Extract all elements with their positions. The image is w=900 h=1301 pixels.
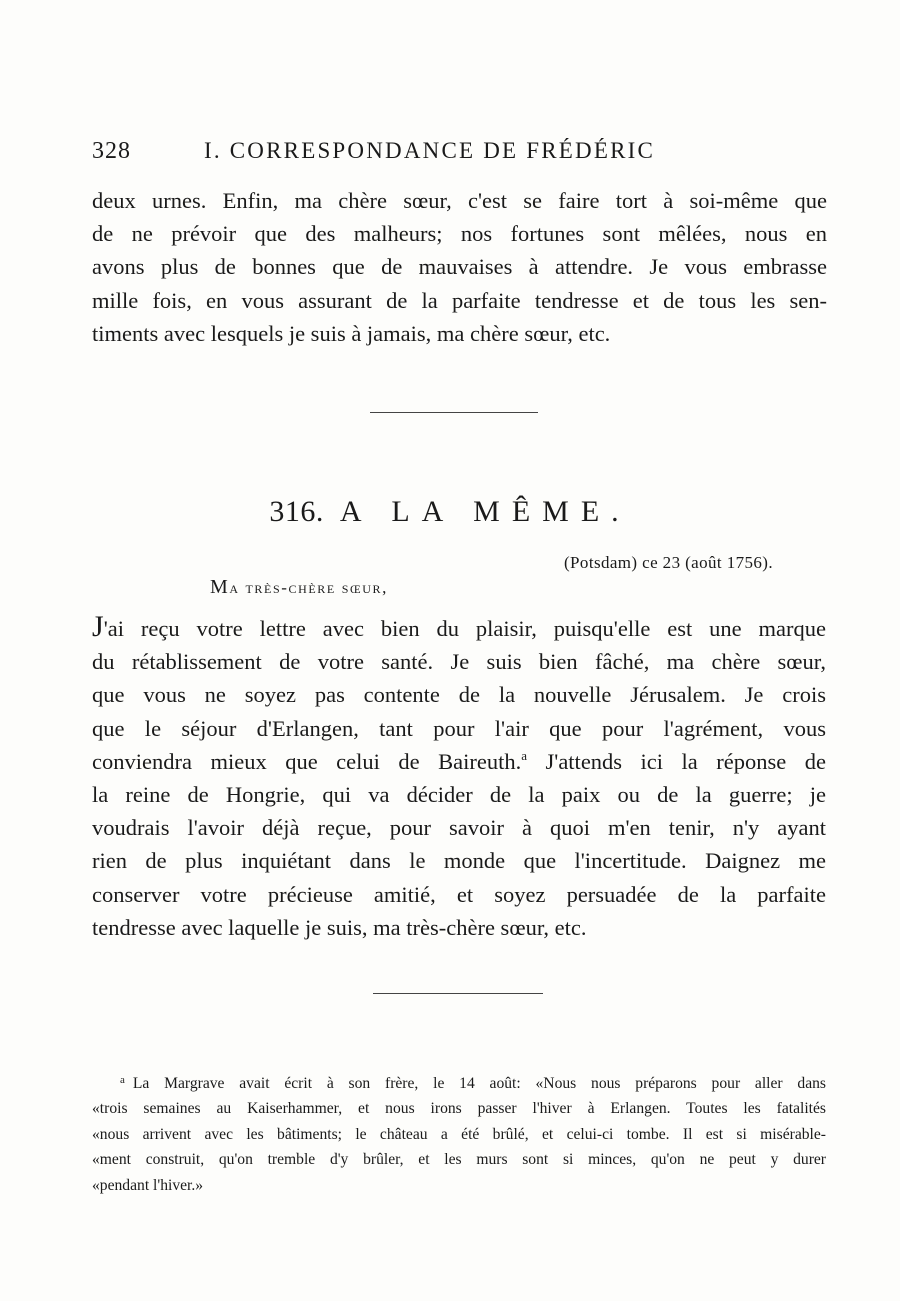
text-line: la reine de Hongrie, qui va décider de la paix ou de la guerre; je — [92, 782, 826, 808]
letter-salutation — [210, 576, 388, 599]
footnote-line — [92, 1068, 826, 1096]
footnote-line: «trois semaines au Kaiserhammer, et nous irons passer l'hiver à Erlangen. Toutes les fatalités — [92, 1100, 826, 1118]
section-divider — [373, 993, 543, 994]
letter-title: A LA MÊME. — [339, 495, 631, 528]
text-line: du rétablissement de votre santé. Je suis bien fâché, ma chère sœur, — [92, 649, 826, 675]
text-line: timents avec lesquels je suis à jamais, ma chère sœur, etc. — [92, 320, 611, 346]
text-line: mille fois, en vous assurant de la parfaite tendresse et de tous les sen- — [92, 287, 827, 313]
running-title: I. CORRESPONDANCE DE FRÉDÉRIC — [204, 138, 656, 163]
footnote-line-content: La Margrave avait écrit à son frère, le 14 août: «Nous nous préparons pour aller dans — [132, 1075, 826, 1092]
text-line: de ne prévoir que des malheurs; nos fortunes sont mêlées, nous en — [92, 221, 827, 247]
text-line: que le séjour d'Erlangen, tant pour l'air que pour l'agrément, vous — [92, 715, 826, 741]
previous-letter-ending — [92, 184, 827, 350]
footnote-reference[interactable]: a — [521, 747, 528, 763]
text-line-content: 'ai reçu votre lettre avec bien du plaisir, puisqu'elle est une marque — [103, 616, 826, 641]
footnote-line: «nous arrivent avec les bâtiments; le château a été brûlé, et celui-ci tombe. Il est si misérable- — [92, 1125, 826, 1143]
page-number: 328 — [92, 138, 131, 164]
drop-cap: J — [92, 610, 104, 643]
letter-number: 316. — [269, 495, 324, 528]
letter-dateline: (Potsdam) ce 23 (août 1756). — [564, 553, 774, 572]
text-line: rien de plus inquiétant dans le monde que l'incertitude. Daignez me — [92, 848, 826, 874]
text-line: avons plus de bonnes que de mauvaises à attendre. Je vous embrasse — [92, 254, 827, 280]
text-line: conserver votre précieuse amitié, et soyez persuadée de la parfaite — [92, 881, 826, 907]
letter-heading — [0, 495, 900, 529]
salutation-initial: M — [210, 576, 230, 598]
text-line: deux urnes. Enfin, ma chère sœur, c'est se faire tort à soi-même que — [92, 188, 827, 213]
footnote — [92, 1068, 826, 1198]
page-header — [92, 138, 812, 172]
text-line-content: conviendra mieux que celui de Baireuth. — [92, 748, 522, 774]
text-line: voudrais l'avoir déjà reçue, pour savoir à quoi m'en tenir, n'y ayant — [92, 815, 826, 841]
section-divider — [370, 412, 538, 413]
salutation-text: a très-chère sœur, — [229, 578, 388, 597]
text-line: tendresse avec laquelle je suis, ma très-chère sœur, etc. — [92, 914, 587, 940]
footnote-marker: a — [120, 1074, 125, 1086]
text-line-content: J'attends ici la réponse de — [527, 748, 826, 774]
text-line: que vous ne soyez pas contente de la nouvelle Jérusalem. Je crois — [92, 682, 826, 708]
letter-body — [92, 612, 826, 944]
text-line — [92, 745, 826, 778]
footnote-line: «ment construit, qu'on tremble d'y brûler, et les murs sont si minces, qu'on ne peut y durer — [92, 1151, 826, 1169]
footnote-line: «pendant l'hiver.» — [92, 1176, 204, 1194]
text-line — [92, 612, 826, 645]
